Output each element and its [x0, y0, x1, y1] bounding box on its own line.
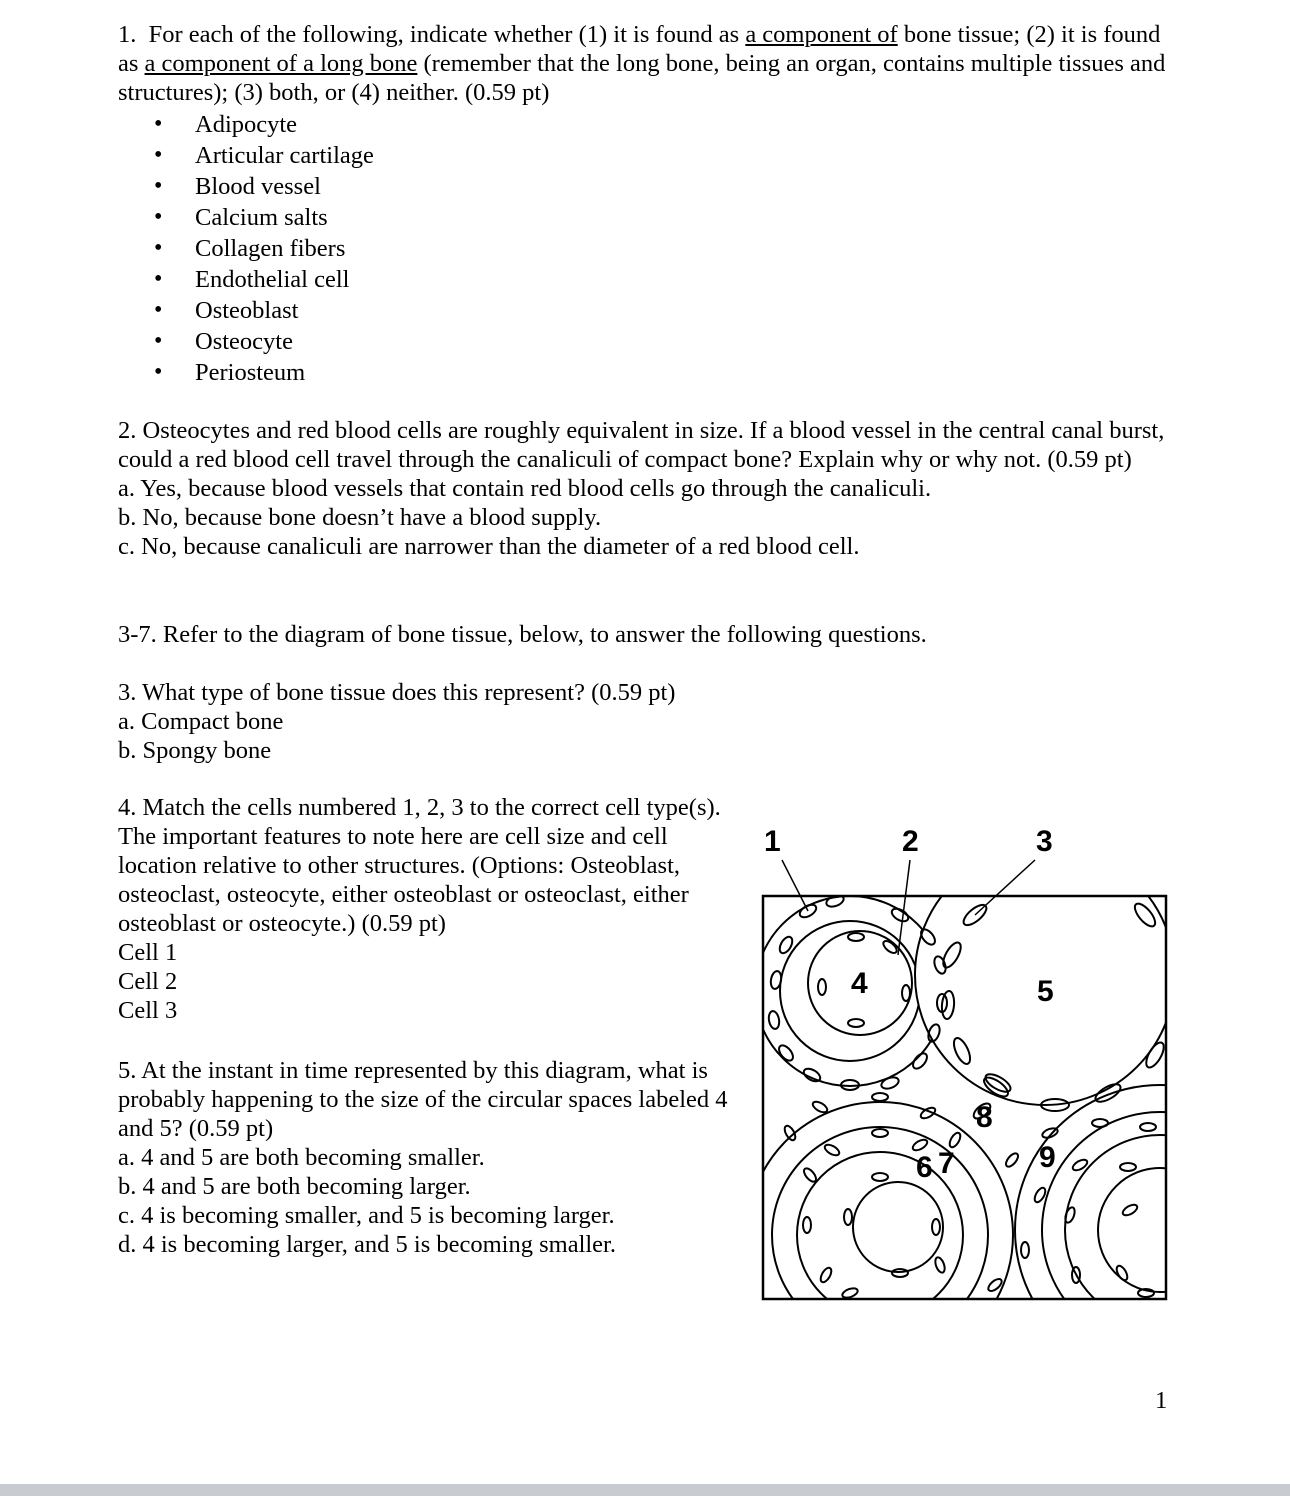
list-item: • Endothelial cell: [118, 264, 1178, 295]
label-7: 7: [938, 1147, 955, 1180]
cell-label: Cell 3: [118, 997, 178, 1024]
answer-option: b. 4 and 5 are both becoming larger.: [118, 1173, 471, 1200]
osteon-ring-inner-2: [1098, 1168, 1180, 1292]
question-1-list: [118, 109, 1178, 388]
list-item: • Collagen fibers: [118, 233, 1178, 264]
label-1: 1: [764, 825, 781, 858]
label-2: 2: [902, 825, 919, 858]
osteon-ring-outer: [750, 1102, 1013, 1315]
cell-label: Cell 2: [118, 968, 178, 995]
question-1: [118, 20, 1178, 388]
list-item: • Calcium salts: [118, 202, 1178, 233]
answer-option: c. No, because canaliculi are narrower than the diameter of a red blood cell.: [118, 533, 860, 560]
bottom-scrollbar-strip: [0, 1484, 1290, 1496]
list-item: • Osteocyte: [118, 326, 1178, 357]
question-3-stem: 3. What type of bone tissue does this represent? (0.59 pt): [118, 679, 676, 706]
label-6: 6: [916, 1151, 933, 1184]
section-intro-text: 3-7. Refer to the diagram of bone tissue, below, to answer the following questions.: [118, 621, 927, 648]
central-canal-6: [853, 1182, 943, 1272]
answer-option: d. 4 is becoming larger, and 5 is becoming smaller.: [118, 1231, 616, 1258]
list-item: • Blood vessel: [118, 171, 1178, 202]
answer-option: a. 4 and 5 are both becoming smaller.: [118, 1144, 485, 1171]
question-4-stem: 4. Match the cells numbered 1, 2, 3 to the correct cell type(s). The important features to note here are cell size and cell location relative to other structures. (Options: Osteoblast, osteoclast, osteocyte, either osteoblast or osteoclast, either osteoblast or osteocyte.) (0.59 pt): [118, 794, 721, 937]
answer-option: a. Compact bone: [118, 708, 284, 735]
list-item: • Adipocyte: [118, 109, 1178, 140]
cell-label: Cell 1: [118, 939, 178, 966]
osteon-ring-inner: [1065, 1135, 1180, 1315]
label-4: 4: [851, 967, 868, 1000]
section-intro: [118, 620, 1178, 649]
answer-option: c. 4 is becoming smaller, and 5 is becoming larger.: [118, 1202, 615, 1229]
answer-option: b. Spongy bone: [118, 737, 272, 764]
question-2-stem: 2. Osteocytes and red blood cells are roughly equivalent in size. If a blood vessel in the central canal burst, could a red blood cell travel through the canaliculi of compact bone? Explain why or why not. (0.59 pt): [118, 417, 1165, 473]
osteon-ring-middle: [1042, 1112, 1180, 1315]
question-1-stem: 1. For each of the following, indicate whether (1) it is found as a component of bone tissue; (2) it is found as a component of a long bone (remember that the long bone, being an organ, contains multiple tissues and structures); (3) both, or (4) neither. (0.59 pt): [118, 21, 1166, 106]
question-5-stem: 5. At the instant in time represented by this diagram, what is probably happening to the size of the circular spaces labeled 4 and 5? (0.59 pt): [118, 1057, 728, 1142]
leader-line-2: [898, 860, 910, 955]
question-2: [118, 416, 1178, 561]
page-number: 1: [1155, 1387, 1168, 1414]
list-item: • Osteoblast: [118, 295, 1178, 326]
bone-tissue-diagram: [750, 815, 1180, 1315]
label-9: 9: [1039, 1141, 1056, 1174]
question-5: [118, 1056, 743, 1259]
answer-option: b. No, because bone doesn’t have a blood supply.: [118, 504, 602, 531]
label-3: 3: [1036, 825, 1053, 858]
question-3: [118, 678, 1178, 765]
list-item: • Periosteum: [118, 357, 1178, 388]
question-4: [118, 793, 743, 1025]
list-item: • Articular cartilage: [118, 140, 1178, 171]
label-8: 8: [976, 1101, 993, 1134]
label-5: 5: [1037, 975, 1054, 1008]
answer-option: a. Yes, because blood vessels that contain red blood cells go through the canaliculi.: [118, 475, 932, 502]
leader-line-1: [782, 860, 808, 911]
